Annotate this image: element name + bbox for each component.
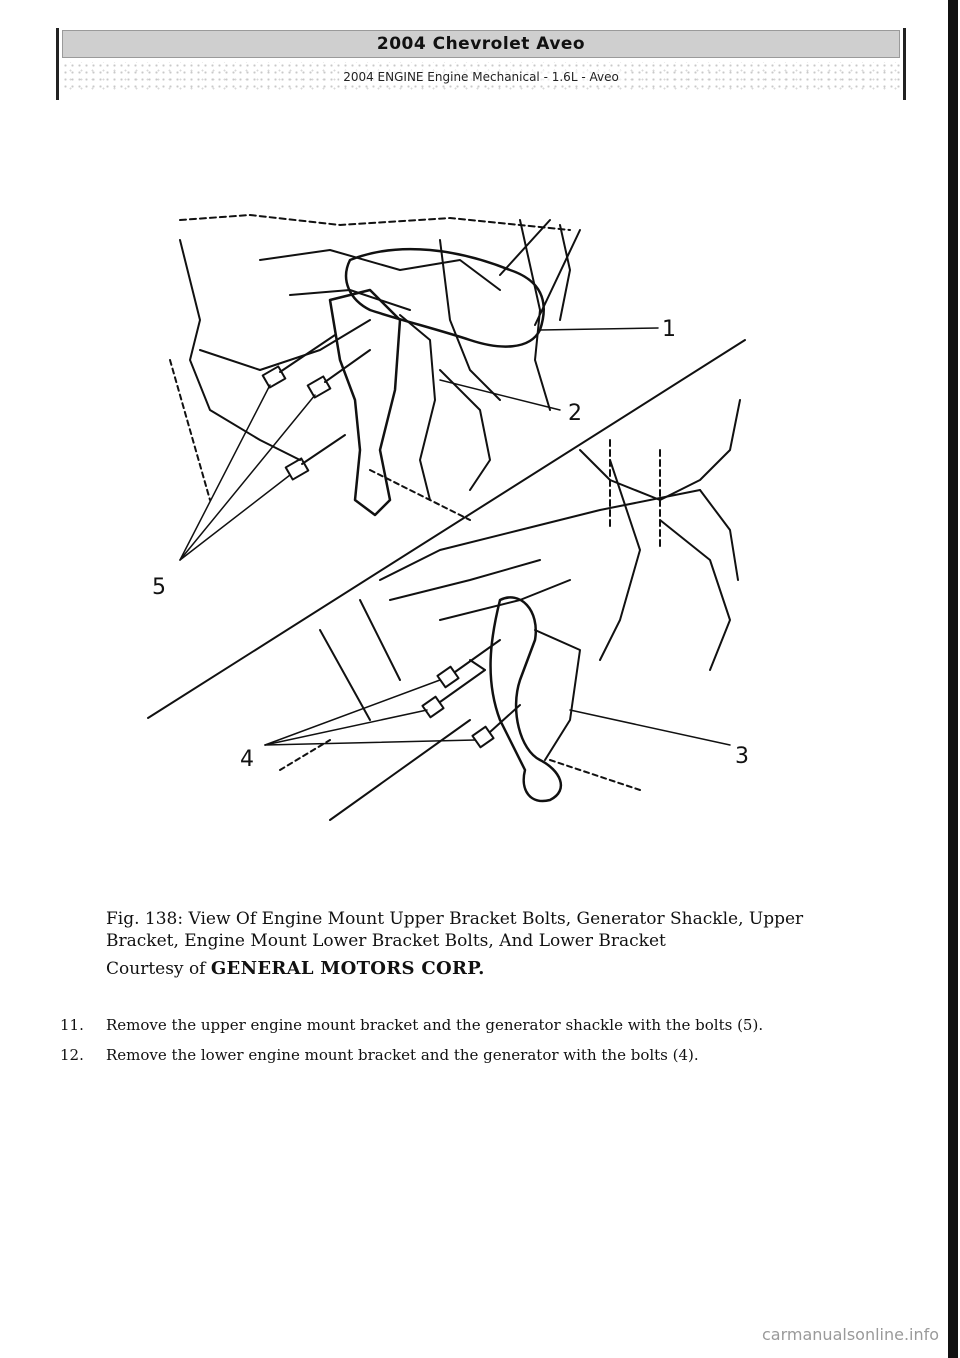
header-subtitle-bar <box>62 62 900 92</box>
document-subtitle: 2004 ENGINE Engine Mechanical - 1.6L - Aveo <box>339 70 623 84</box>
upper-bolts <box>263 335 370 480</box>
step-text: Remove the upper engine mount bracket and the generator shackle with the bolts (5). <box>106 1016 764 1034</box>
engine-block-left-edge <box>180 240 300 460</box>
site-watermark: carmanualsonline.info <box>762 1325 940 1344</box>
courtesy-organization: GENERAL MOTORS CORP. <box>210 958 485 979</box>
procedure-step <box>60 1010 910 1040</box>
document-title: 2004 Chevrolet Aveo <box>376 34 586 54</box>
step-number: 12. <box>60 1046 84 1064</box>
step-number: 11. <box>60 1016 84 1034</box>
callout-1: 1 <box>662 317 676 342</box>
callout-3: 3 <box>735 744 749 769</box>
right-border-rule <box>903 28 906 100</box>
procedure-steps <box>60 1010 910 1070</box>
procedure-step <box>60 1040 910 1070</box>
caption-line-1: Fig. 138: View Of Engine Mount Upper Bracket Bolts, Generator Shackle, Upper <box>106 909 804 929</box>
illustration-svg <box>140 200 760 840</box>
step-text: Remove the lower engine mount bracket and the generator with the bolts (4). <box>106 1046 699 1064</box>
caption-line-2: Bracket, Engine Mount Lower Bracket Bolts, And Lower Bracket <box>106 931 666 951</box>
engine-mount-illustration <box>140 200 760 840</box>
callout-5: 5 <box>152 575 166 600</box>
courtesy-prefix: Courtesy of <box>106 959 206 979</box>
figure-caption <box>106 908 906 952</box>
callout-2: 2 <box>568 401 582 426</box>
header-title-bar <box>62 30 900 58</box>
callout-4: 4 <box>240 747 254 772</box>
left-border-rule <box>56 28 59 100</box>
courtesy-line <box>106 958 485 979</box>
view-divider-line <box>148 340 745 718</box>
lower-bracket <box>491 597 561 801</box>
engine-block-top-edge <box>180 215 570 230</box>
page-edge-bar <box>948 0 958 1358</box>
